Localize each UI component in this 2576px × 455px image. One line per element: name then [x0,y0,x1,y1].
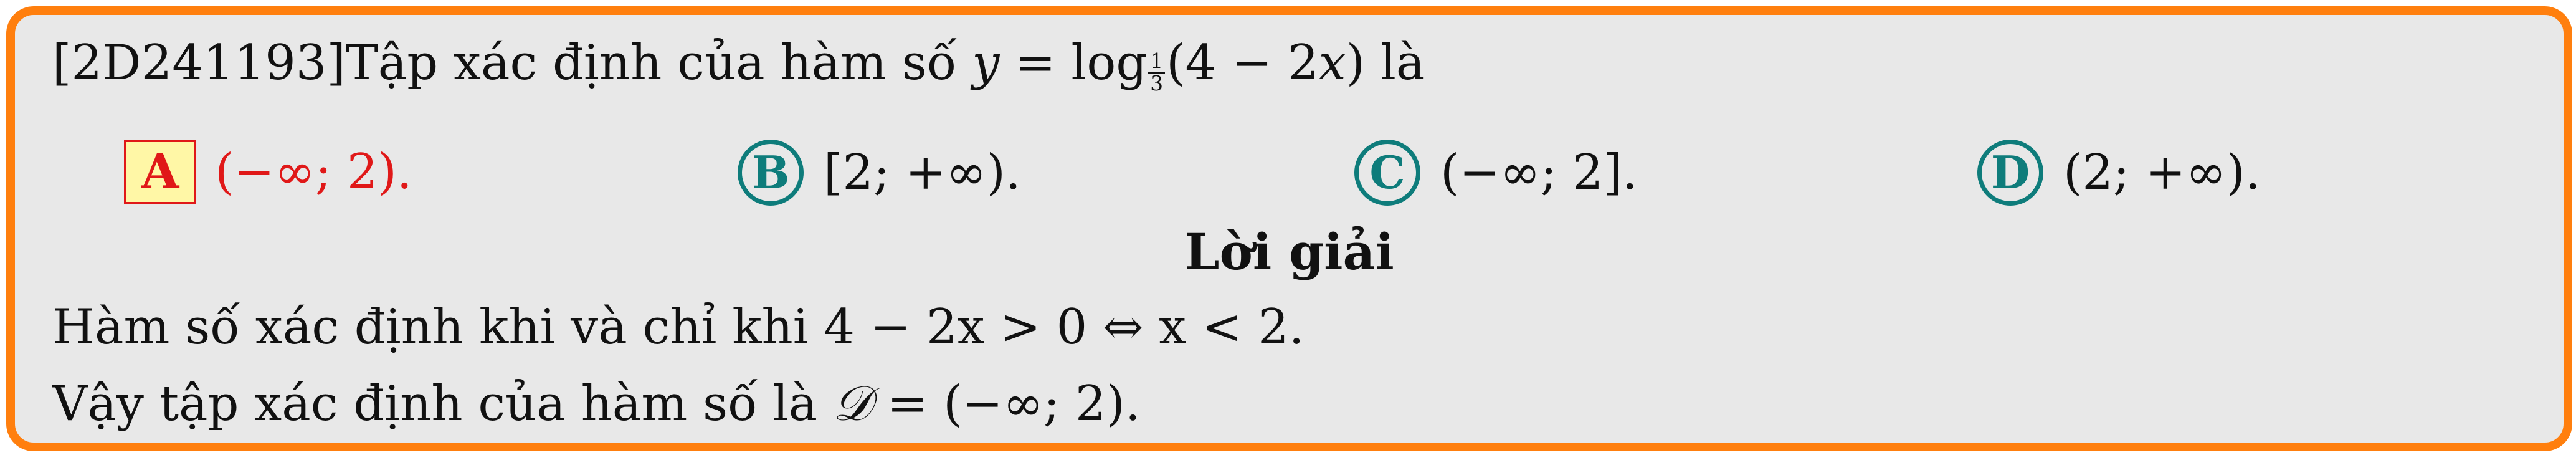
math-argument: (4 − 2 [1166,35,1319,91]
math-var-y: y [972,35,1000,91]
math-argument-close: ) [1346,35,1366,91]
choice-a[interactable] [124,140,412,204]
choice-a-label: A [124,140,196,204]
choice-a-text: (−∞; 2). [215,144,412,200]
solution-line-2 [52,376,1141,432]
choice-b-label: B [738,140,804,206]
question-id: [2D241193] [52,35,346,91]
solution-line-1: Hàm số xác định khi và chỉ khi 4 − 2x > 0 ⇔ x < 2. [52,299,1305,355]
choice-c-text: (−∞; 2]. [1440,145,1638,201]
choice-d[interactable] [1977,140,2261,206]
choice-c-label: C [1354,140,1420,206]
question-stem: Tập xác định của hàm số [345,35,972,91]
question-card [6,6,2572,451]
choice-b-text: [2; +∞). [824,145,1021,201]
question-line [52,35,1425,96]
choice-d-label: D [1977,140,2043,206]
solution-line-2-suffix: = (−∞; 2). [872,376,1141,432]
math-equals-log: = log [999,35,1148,91]
log-base-numerator: 1 [1148,51,1165,74]
choice-b[interactable] [738,140,1021,206]
choice-d-text: (2; +∞). [2063,145,2261,201]
log-base-denominator: 3 [1150,72,1164,96]
solution-title: Lời giải [1184,223,1394,281]
question-suffix: là [1365,35,1425,91]
log-base-fraction [1148,51,1165,94]
math-var-x: x [1318,35,1346,91]
solution-line-2-prefix: Vậy tập xác định của hàm số là [52,376,833,432]
choice-c[interactable] [1354,140,1638,206]
domain-symbol: 𝒟 [832,376,872,432]
